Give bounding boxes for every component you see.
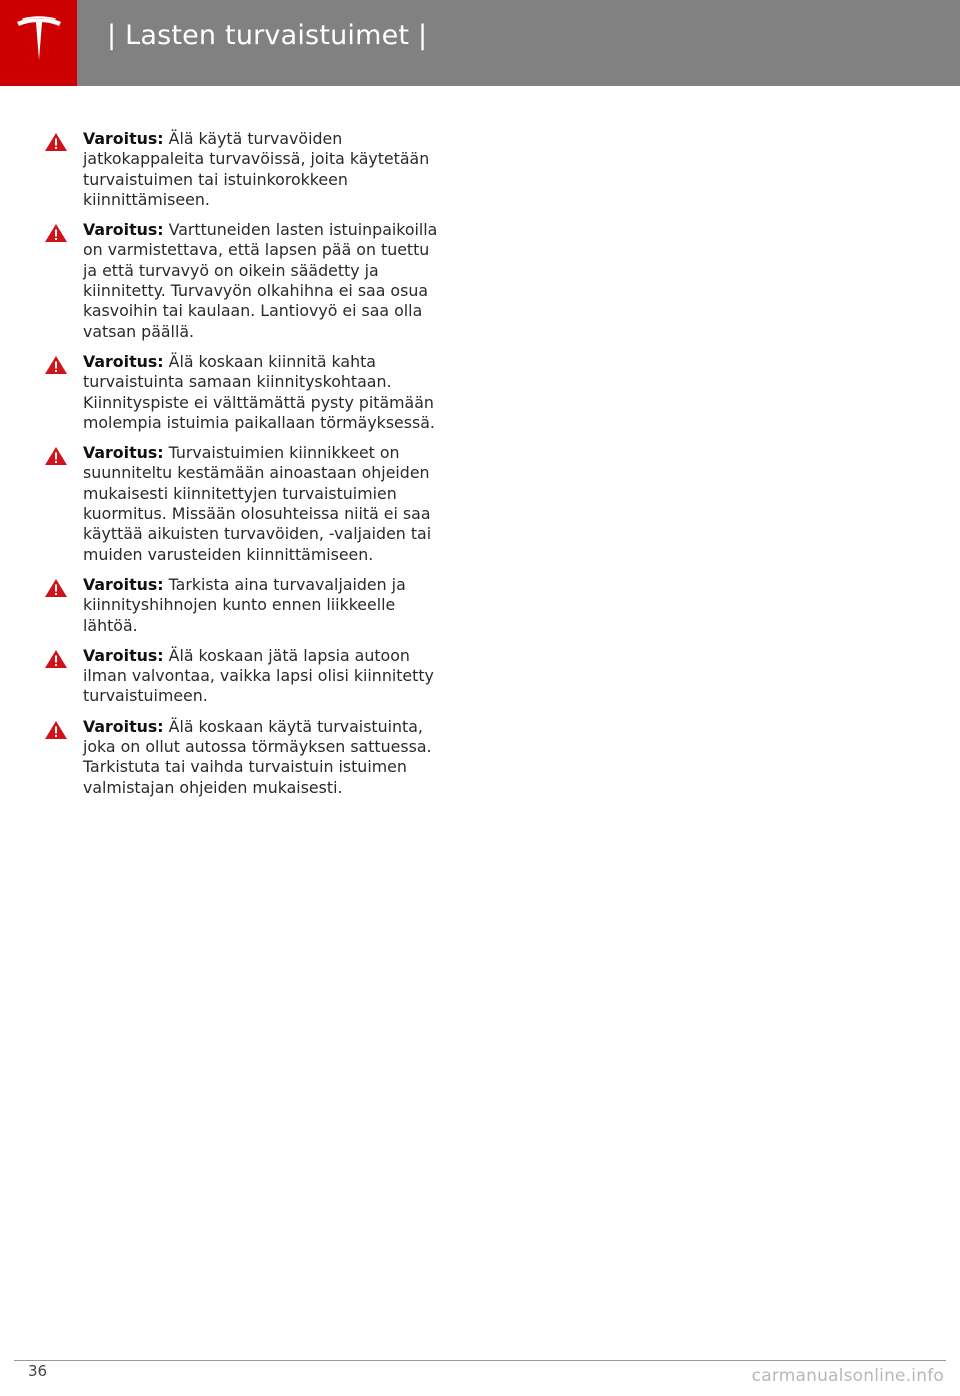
warning-triangle-icon	[44, 720, 68, 740]
warning-list	[44, 129, 444, 808]
warning-label: Varoitus:	[83, 351, 164, 371]
warning-label: Varoitus:	[83, 220, 164, 240]
warning-text: Varttuneiden lasten istuinpaikoilla on varmistettava, että lapsen pää on tuettu ja että turvavyö on oikein säädetty ja kiinnitetty. Turvavyön olkahihna ei saa osua kasvoihin tai kaulaan. Lantiovyö ei saa olla vatsan päällä.	[83, 220, 438, 341]
warning-text: Turvaistuimien kiinnikkeet on suunniteltu kestämään ainoastaan ohjeiden mukaisesti kiinnitettyjen turvaistuimien kuormitus. Missään olosuhteissa niitä ei saa käyttää aikuisten turvavöiden, -valjaiden tai muiden varusteiden kiinnittämiseen.	[83, 443, 432, 564]
warning-item	[44, 575, 444, 636]
warning-triangle-icon	[44, 649, 68, 669]
footer-divider	[14, 1360, 946, 1361]
warning-text: Tarkista aina turvavaljaiden ja kiinnityshihnojen kunto ennen liikkeelle lähtöä.	[83, 574, 406, 635]
warning-text: Älä koskaan käytä turvaistuinta, joka on ollut autossa törmäyksen sattuessa. Tarkistuta tai vaihda turvaistuin istuimen valmistajan ohjeiden mukaisesti.	[83, 716, 432, 797]
warning-label: Varoitus:	[83, 443, 164, 463]
logo-box	[0, 0, 77, 86]
warning-label: Varoitus:	[83, 129, 164, 148]
warning-text: Älä koskaan kiinnitä kahta turvaistuinta samaan kiinnityskohtaan. Kiinnityspiste ei välttämättä pysty pitämään molempia istuimia paikallaan törmäyksessä.	[83, 351, 435, 432]
warning-item	[44, 646, 444, 707]
warning-item	[44, 220, 444, 342]
warning-label: Varoitus:	[83, 645, 164, 665]
warning-label: Varoitus:	[83, 574, 164, 594]
tesla-logo-icon	[14, 16, 64, 64]
warning-label: Varoitus:	[83, 716, 164, 736]
warning-text: Älä koskaan jätä lapsia autoon ilman valvontaa, vaikka lapsi olisi kiinnitetty turvaistuimeen.	[83, 645, 434, 706]
warning-triangle-icon	[44, 578, 68, 598]
warning-triangle-icon	[44, 446, 68, 466]
warning-triangle-icon	[44, 223, 68, 243]
section-title: | Lasten turvaistuimet |	[107, 20, 428, 51]
warning-item	[44, 717, 444, 798]
warning-item	[44, 352, 444, 433]
header-bar	[0, 0, 960, 86]
watermark: carmanualsonline.info	[751, 1366, 944, 1386]
warning-item	[44, 443, 444, 565]
warning-triangle-icon	[44, 355, 68, 375]
warning-item	[44, 129, 444, 210]
page-number: 36	[28, 1362, 48, 1380]
warning-text: Älä käytä turvavöiden jatkokappaleita turvavöissä, joita käytetään turvaistuimen tai istuinkorokkeen kiinnittämiseen.	[83, 129, 430, 209]
warning-triangle-icon	[44, 132, 68, 152]
